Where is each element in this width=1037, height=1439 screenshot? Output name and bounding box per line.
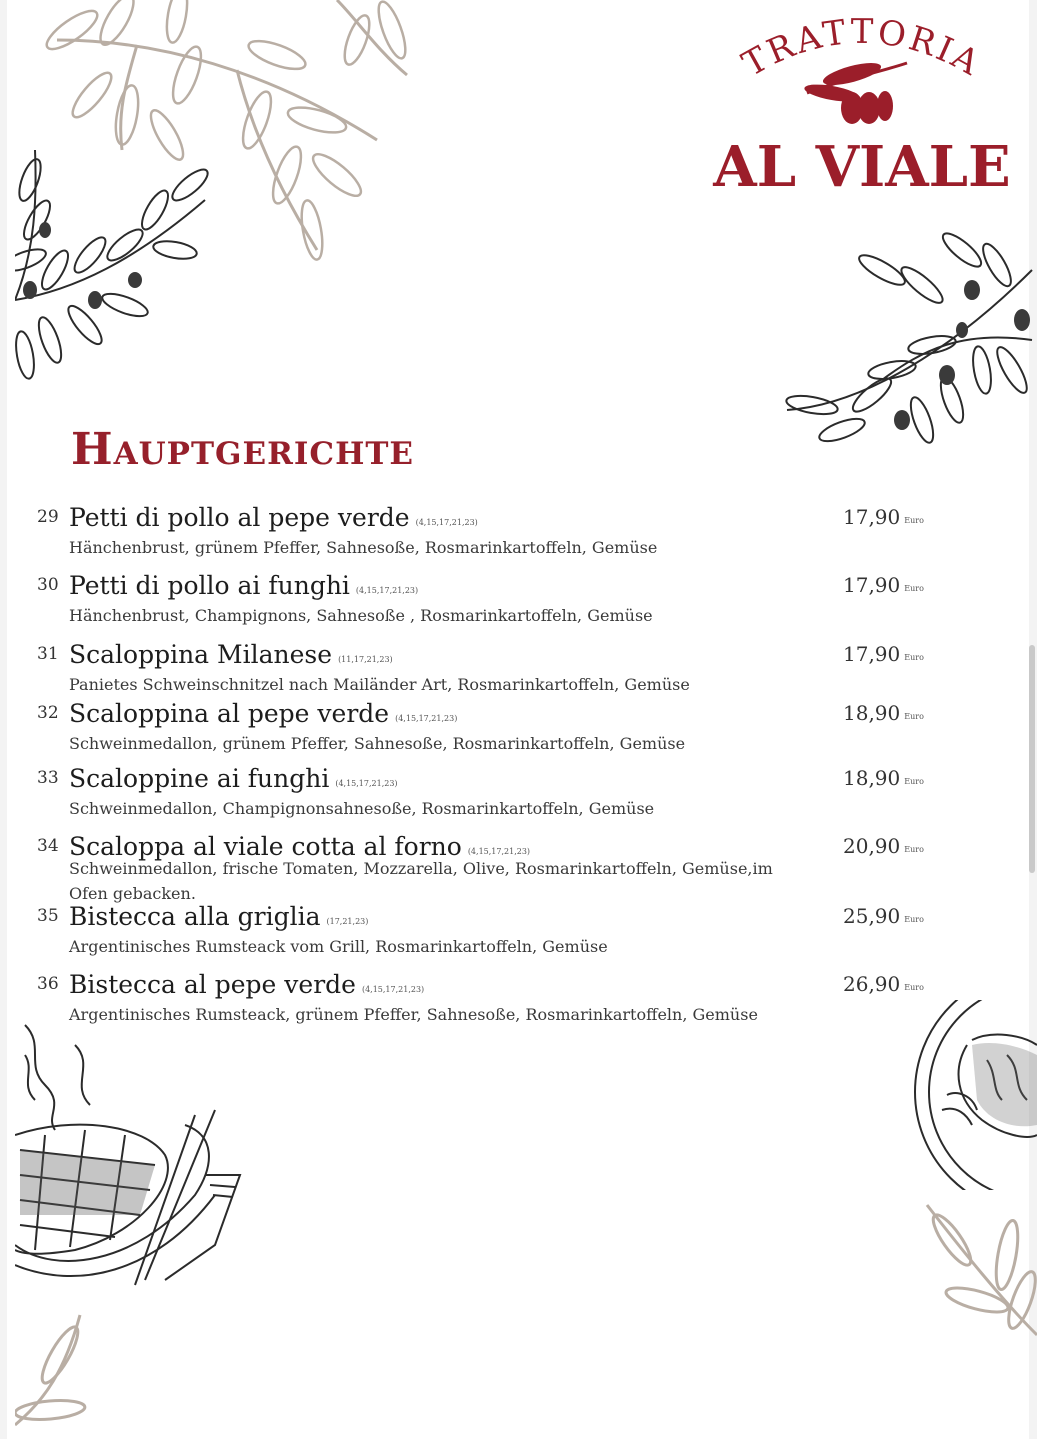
item-description: Argentinisches Rumsteack, grünem Pfeffer, Sahnesoße, Rosmarinkartoffeln, Gemüse: [69, 1005, 758, 1024]
item-name: Scaloppine ai funghi (4,15,17,21,23): [69, 764, 398, 793]
food-plate-icon: [912, 1000, 1037, 1190]
item-description: Hänchenbrust, Champignons, Sahnesoße , Rosmarinkartoffeln, Gemüse: [69, 606, 653, 625]
item-price: 17,90 Euro: [843, 505, 924, 529]
item-number: 29: [37, 507, 59, 527]
item-allergens: (4,15,17,21,23): [361, 985, 425, 994]
item-price: 25,90 Euro: [843, 904, 924, 928]
steak-plate-icon: [15, 1015, 255, 1290]
item-allergens: (4,15,17,21,23): [395, 714, 458, 723]
logo-main-word: AL VIALE: [713, 134, 1011, 200]
item-price: 18,90 Euro: [843, 766, 924, 790]
item-allergens: (4,15,17,21,23): [467, 847, 531, 856]
item-price: 20,90 Euro: [843, 834, 924, 858]
item-price: 26,90 Euro: [843, 972, 924, 996]
item-allergens: (11,17,21,23): [338, 655, 393, 664]
item-name: Petti di pollo al pepe verde (4,15,17,21,23): [69, 503, 478, 532]
item-number: 30: [37, 575, 59, 595]
logo-top-word: TRATTORIA: [735, 11, 989, 85]
item-name: Scaloppina Milanese (11,17,21,23): [69, 640, 393, 669]
item-number: 36: [37, 974, 59, 994]
item-price: 17,90 Euro: [843, 573, 924, 597]
item-description: Argentinisches Rumsteack vom Grill, Rosmarinkartoffeln, Gemüse: [69, 937, 608, 956]
item-description: Schweinmedallon, Champignonsahnesoße, Rosmarinkartoffeln, Gemüse: [69, 799, 655, 818]
leaf-branch-icon: [15, 1310, 105, 1430]
item-allergens: (17,21,23): [326, 917, 369, 926]
olive-branch-icon: [15, 140, 215, 390]
item-description: Schweinmedallon, frische Tomaten, Mozzarella, Olive, Rosmarinkartoffeln, Gemüse,im Ofen gebacken.: [69, 859, 773, 903]
scrollbar[interactable]: [1029, 645, 1035, 873]
item-price: 18,90 Euro: [843, 701, 924, 725]
item-allergens: (4,15,17,21,23): [415, 518, 478, 527]
item-name: Bistecca al pepe verde (4,15,17,21,23): [69, 970, 425, 999]
section-title: Hauptgerichte: [71, 424, 415, 475]
item-price: 17,90 Euro: [843, 642, 924, 666]
restaurant-logo: [707, 8, 1017, 208]
item-description: Hänchenbrust, grünem Pfeffer, Sahnesoße, Rosmarinkartoffeln, Gemüse: [69, 538, 658, 557]
leaf-branch-icon: [922, 1200, 1037, 1340]
item-number: 34: [37, 836, 59, 856]
item-number: 32: [37, 703, 59, 723]
item-name: Scaloppa al viale cotta al forno (4,15,17,21,23): [69, 832, 531, 861]
item-number: 33: [37, 768, 59, 788]
item-number: 31: [37, 644, 59, 664]
olive-logo-icon: [803, 59, 907, 124]
item-name: Petti di pollo ai funghi (4,15,17,21,23): [69, 571, 419, 600]
item-description: Panietes Schweinschnitzel nach Mailänder Art, Rosmarinkartoffeln, Gemüse: [69, 675, 690, 694]
item-allergens: (4,15,17,21,23): [335, 779, 398, 788]
olive-branch-icon: [782, 230, 1037, 460]
item-number: 35: [37, 906, 59, 926]
item-name: Bistecca alla griglia (17,21,23): [69, 902, 369, 931]
item-allergens: (4,15,17,21,23): [355, 586, 419, 595]
item-name: Scaloppina al pepe verde (4,15,17,21,23): [69, 699, 458, 728]
item-description: Schweinmedallon, grünem Pfeffer, Sahnesoße, Rosmarinkartoffeln, Gemüse: [69, 734, 686, 753]
